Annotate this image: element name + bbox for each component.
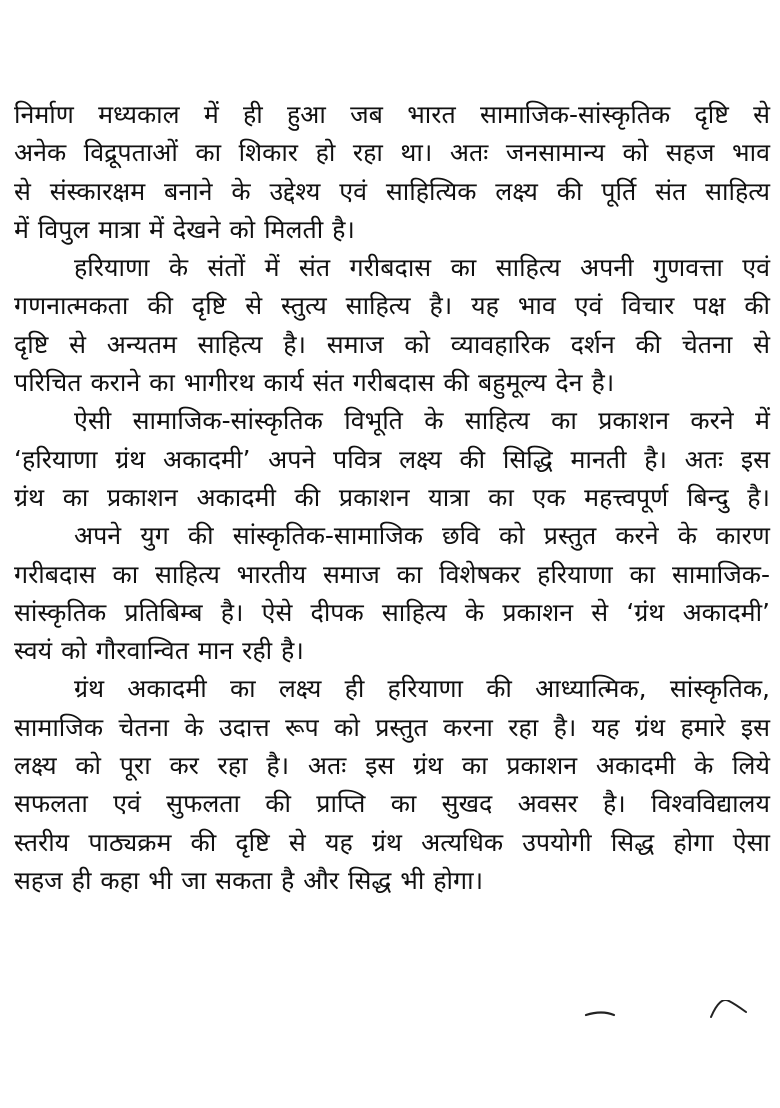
paragraph-3 <box>14 402 770 517</box>
text-line: स्तरीय पाठ्यक्रम की दृष्टि से यह ग्रंथ अत्यधिक उपयोगी सिद्ध होगा ऐसा <box>14 827 770 857</box>
text-line: अनेक विद्रूपताओं का शिकार हो रहा था। अतः जनसामान्य को सहज भाव <box>14 138 770 168</box>
text-line: गणनात्मकता की दृष्टि से स्तुत्य साहित्य है। यह भाव एवं विचार पक्ष की <box>14 291 770 321</box>
paragraph-5 <box>14 670 770 900</box>
text-line: लक्ष्य को पूरा कर रहा है। अतः इस ग्रंथ का प्रकाशन अकादमी के लिये <box>14 751 770 781</box>
text-line: ग्रंथ अकादमी का लक्ष्य ही हरियाणा की आध्यात्मिक, सांस्कृतिक, <box>74 674 770 704</box>
text-line: हरियाणा के संतों में संत गरीबदास का साहित्य अपनी गुणवत्ता एवं <box>74 253 770 283</box>
text-line: सांस्कृतिक प्रतिबिम्ब है। ऐसे दीपक साहित्य के प्रकाशन से ‘ग्रंथ अकादमी’ <box>14 597 770 627</box>
text-line: ऐसी सामाजिक-सांस्कृतिक विभूति के साहित्य का प्रकाशन करने में <box>74 406 770 436</box>
text-line: निर्माण मध्यकाल में ही हुआ जब भारत सामाजिक-सांस्कृतिक दृष्टि से <box>14 100 770 129</box>
text-line: में विपुल मात्रा में देखने को मिलती है। <box>14 214 355 244</box>
text-line: ग्रंथ का प्रकाशन अकादमी की प्रकाशन यात्रा का एक महत्त्वपूर्ण बिन्दु है। <box>14 482 770 512</box>
signature-mark-icon <box>580 1000 780 1040</box>
text-line: सहज ही कहा भी जा सकता है और सिद्ध भी होगा। <box>14 865 484 895</box>
text-line: सफलता एवं सुफलता की प्राप्ति का सुखद अवसर है। विश्वविद्यालय <box>14 789 770 819</box>
text-line: से संस्कारक्षम बनाने के उद्देश्य एवं साहित्यिक लक्ष्य की पूर्ति संत साहित्य <box>14 176 770 206</box>
text-line: अपने युग की सांस्कृतिक-सामाजिक छवि को प्रस्तुत करने के कारण <box>74 521 770 551</box>
paragraph-1 <box>14 96 770 249</box>
text-line: सामाजिक चेतना के उदात्त रूप को प्रस्तुत करना रहा है। यह ग्रंथ हमारे इस <box>14 712 770 742</box>
text-line: परिचित कराने का भागीरथ कार्य संत गरीबदास की बहुमूल्य देन है। <box>14 368 615 398</box>
paragraph-4 <box>14 517 770 670</box>
text-line: गरीबदास का साहित्य भारतीय समाज का विशेषकर हरियाणा का सामाजिक- <box>14 559 770 589</box>
paragraph-2 <box>14 249 770 402</box>
text-line: दृष्टि से अन्यतम साहित्य है। समाज को व्यावहारिक दर्शन की चेतना से <box>14 329 770 359</box>
text-line: स्वयं को गौरवान्वित मान रही है। <box>14 636 304 666</box>
text-line: ‘हरियाणा ग्रंथ अकादमी’ अपने पवित्र लक्ष्य की सिद्धि मानती है। अतः इस <box>14 444 770 474</box>
document-page <box>14 96 770 900</box>
